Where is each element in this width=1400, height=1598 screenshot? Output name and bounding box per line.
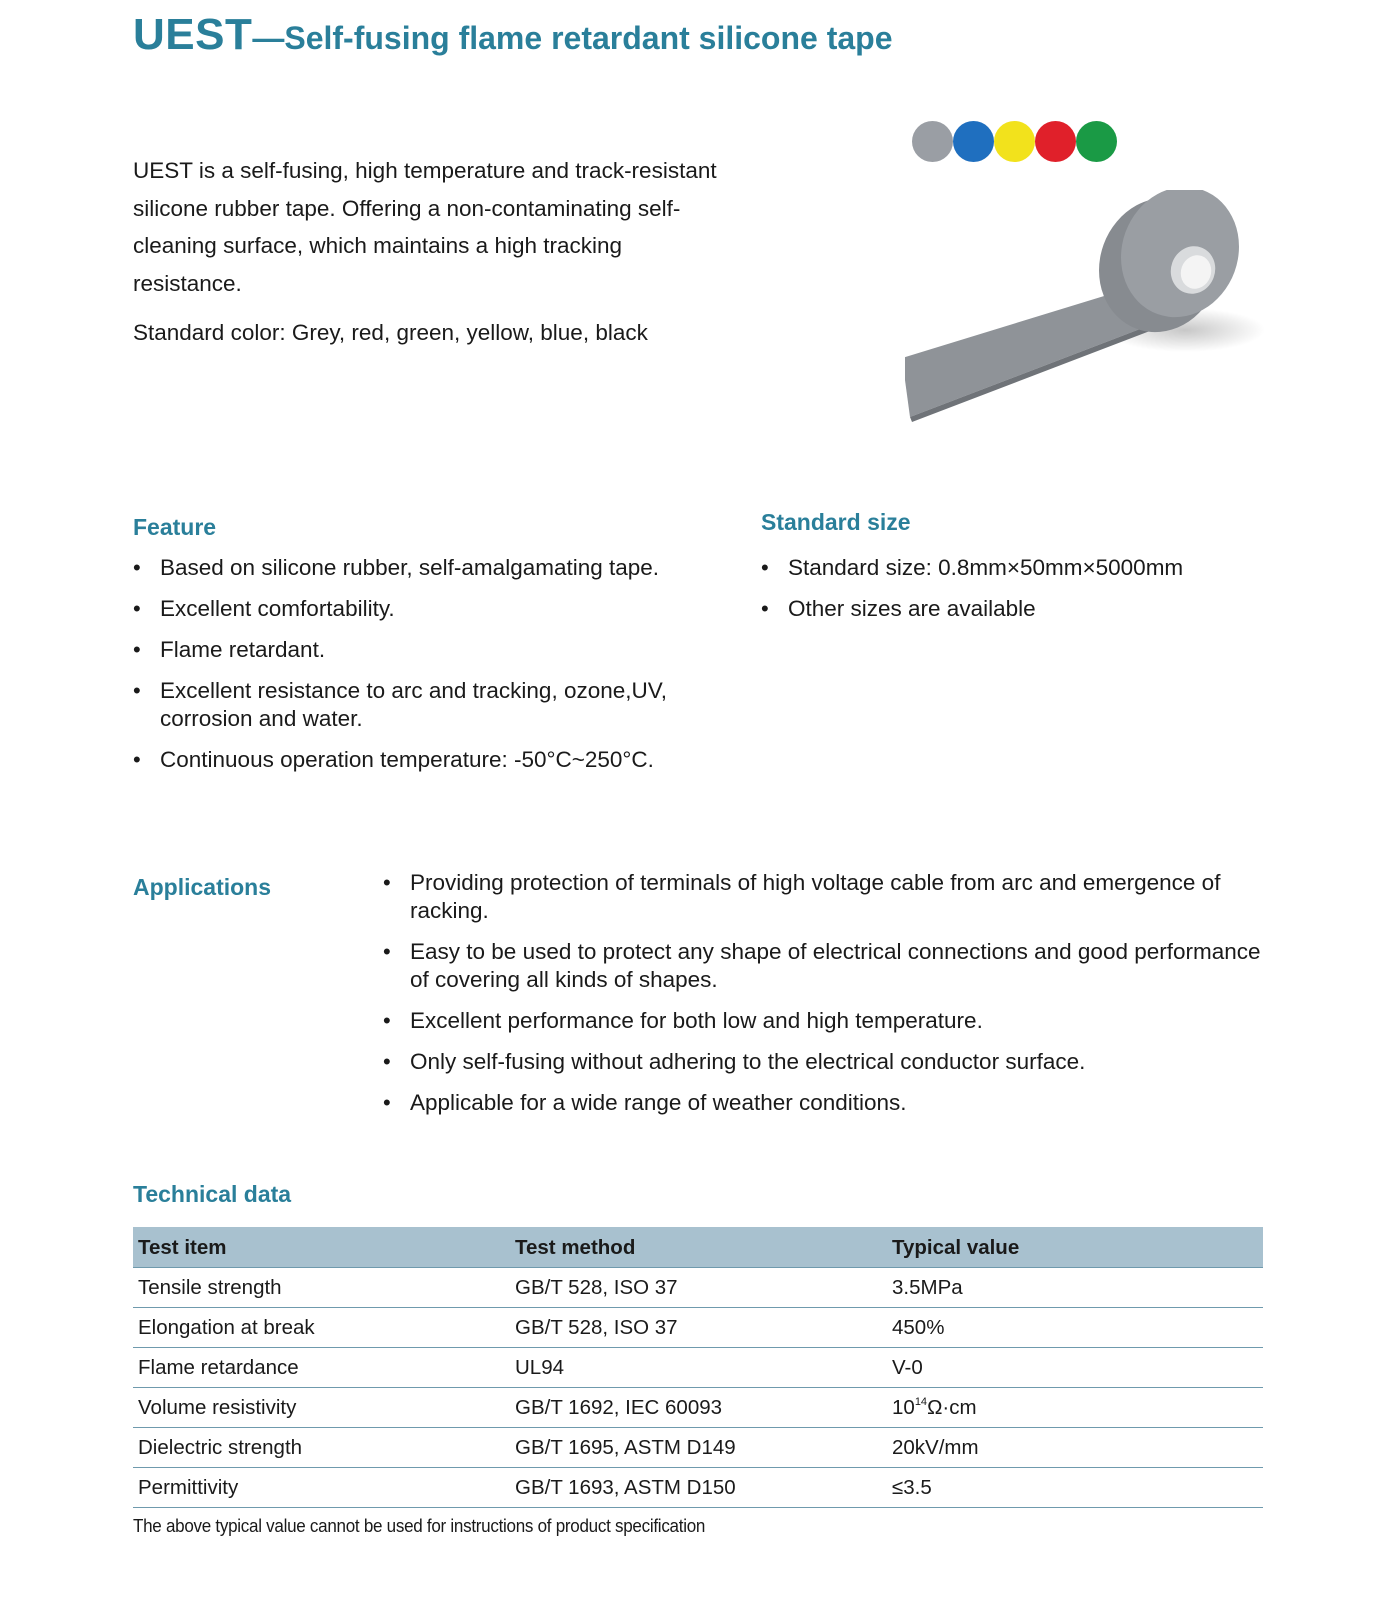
application-item: • Easy to be used to protect any shape of electrical connections and good performance of covering all kinds of shapes. (383, 938, 1273, 994)
column-header-test-method: Test method (510, 1227, 887, 1268)
cell-test-method: GB/T 528, ISO 37 (510, 1308, 887, 1348)
volume-unit: Ω·cm (927, 1396, 977, 1419)
table-row (133, 1468, 1263, 1508)
size-item: • Standard size: 0.8mm×50mm×5000mm (761, 554, 1321, 582)
cell-typical-value: 3.5MPa (887, 1268, 1263, 1308)
applications-list (383, 869, 1273, 1130)
page-title (133, 10, 893, 60)
cell-test-method: GB/T 1692, IEC 60093 (510, 1388, 887, 1428)
intro-description: UEST is a self-fusing, high temperature and track-resistant silicone rubber tape. Offering a non-contaminating self-cleaning surface, which maintains a high tracking resistance. (133, 158, 717, 296)
cell-test-item: Tensile strength (133, 1268, 510, 1308)
application-item: • Providing protection of terminals of high voltage cable from arc and emergence of racking. (383, 869, 1273, 925)
applications-heading: Applications (133, 874, 272, 900)
table-row (133, 1388, 1263, 1428)
standard-size-list (761, 554, 1321, 636)
volume-exponent: 14 (914, 1396, 928, 1408)
technical-data-heading: Technical data (133, 1181, 292, 1207)
cell-typical-value: ≤3.5 (887, 1468, 1263, 1508)
table-row (133, 1308, 1263, 1348)
cell-test-item: Elongation at break (133, 1308, 510, 1348)
table-header-row (133, 1227, 1263, 1268)
swatch-grey (912, 121, 953, 162)
cell-test-item: Dielectric strength (133, 1428, 510, 1468)
application-item: • Applicable for a wide range of weather conditions. (383, 1089, 1273, 1117)
volume-base: 10 (892, 1396, 915, 1419)
intro-section (133, 152, 723, 352)
standard-color-text: Standard color: Grey, red, green, yellow, blue, black (133, 320, 648, 345)
feature-item: • Based on silicone rubber, self-amalgamating tape. (133, 554, 733, 582)
cell-test-item: Flame retardance (133, 1348, 510, 1388)
feature-item: • Continuous operation temperature: -50°C~250°C. (133, 746, 733, 774)
cell-typical-value: V-0 (887, 1348, 1263, 1388)
column-header-test-item: Test item (133, 1227, 510, 1268)
brand-name: UEST (133, 10, 253, 59)
table-row (133, 1268, 1263, 1308)
cell-test-method: UL94 (510, 1348, 887, 1388)
feature-item: • Excellent resistance to arc and tracking, ozone,UV, corrosion and water. (133, 677, 733, 733)
table-row (133, 1428, 1263, 1468)
feature-item: • Excellent comfortability. (133, 595, 733, 623)
application-item: • Excellent performance for both low and high temperature. (383, 1007, 1273, 1035)
cell-typical-value (887, 1388, 1263, 1428)
cell-typical-value: 450% (887, 1308, 1263, 1348)
feature-heading: Feature (133, 514, 217, 540)
table-row (133, 1348, 1263, 1388)
swatch-green (1076, 121, 1117, 162)
table-footnote: The above typical value cannot be used for instructions of product specification (133, 1515, 706, 1536)
cell-test-method: GB/T 528, ISO 37 (510, 1268, 887, 1308)
cell-test-item: Volume resistivity (133, 1388, 510, 1428)
cell-typical-value: 20kV/mm (887, 1428, 1263, 1468)
cell-test-item: Permittivity (133, 1468, 510, 1508)
technical-data-table (133, 1227, 1263, 1508)
size-item: • Other sizes are available (761, 595, 1321, 623)
column-header-typical-value: Typical value (887, 1227, 1263, 1268)
standard-size-heading: Standard size (761, 509, 911, 535)
swatch-red (1035, 121, 1076, 162)
application-item: • Only self-fusing without adhering to the electrical conductor surface. (383, 1048, 1273, 1076)
feature-list (133, 554, 733, 787)
cell-test-method: GB/T 1693, ASTM D150 (510, 1468, 887, 1508)
swatch-yellow (994, 121, 1035, 162)
swatch-blue (953, 121, 994, 162)
cell-test-method: GB/T 1695, ASTM D149 (510, 1428, 887, 1468)
feature-item: • Flame retardant. (133, 636, 733, 664)
tape-roll-image (905, 190, 1265, 430)
page-subtitle: —Self-fusing flame retardant silicone tape (252, 20, 893, 56)
